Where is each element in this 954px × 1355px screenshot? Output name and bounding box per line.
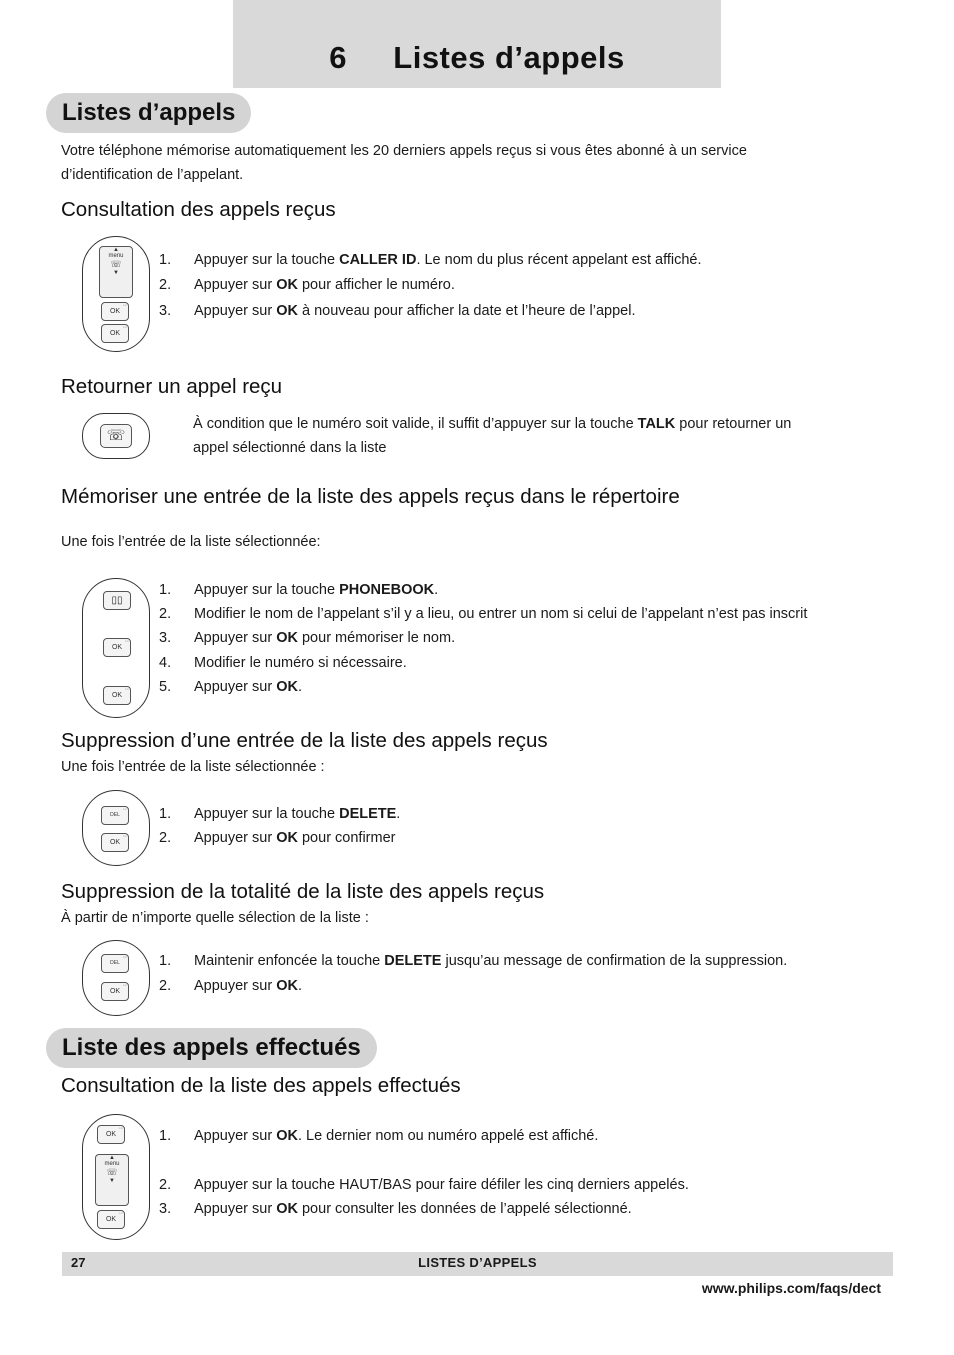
ok-key: OK ◦◦	[101, 982, 129, 1001]
step-item: 1. Appuyer sur la touche CALLER ID. Le nom du plus récent appelant est affiché.	[159, 252, 702, 268]
chapter-title-text: Listes d’appels	[393, 40, 625, 75]
up-arrow-icon: ▲	[113, 247, 119, 253]
ok-key: OK ◦◦	[97, 1210, 125, 1229]
ok-key: OK ◦◦	[101, 302, 129, 321]
delete-all-intro: À partir de n’importe quelle sélection de la liste :	[61, 910, 369, 926]
step-item: 5. Appuyer sur OK.	[159, 679, 302, 695]
handset-illustration	[82, 1114, 150, 1240]
subsection-title-memorize: Mémoriser une entrée de la liste des appels reçus dans le répertoire	[61, 485, 680, 508]
up-arrow-icon: ▲	[109, 1155, 115, 1161]
step-item: 1. Appuyer sur OK. Le dernier nom ou numéro appelé est affiché.	[159, 1128, 599, 1144]
memorize-intro: Une fois l’entrée de la liste sélectionnée:	[61, 534, 321, 550]
subsection-title-delete-all: Suppression de la totalité de la liste des appels reçus	[61, 880, 545, 903]
ok-key: OK ◦◦	[101, 833, 129, 852]
delete-key	[101, 954, 129, 973]
down-arrow-icon: ▼	[113, 270, 119, 276]
subsection-title-consult: Consultation des appels reçus	[61, 198, 336, 221]
ok-key: OK ◦◦	[103, 638, 131, 657]
step-item: 2. Appuyer sur OK pour confirmer	[159, 830, 396, 846]
step-item: 2. Appuyer sur la touche HAUT/BAS pour faire défiler les cinq derniers appelés.	[159, 1177, 689, 1193]
intro-paragraph	[61, 139, 747, 187]
talk-key-illustration	[82, 413, 150, 459]
step-item: 1. Appuyer sur la touche DELETE.	[159, 806, 401, 822]
step-item: 2. Modifier le nom de l’appelant s’il y a lieu, ou entrer un nom si celui de l’appelant n’est pas inscrit	[159, 606, 808, 622]
chapter-number: 6	[329, 40, 348, 75]
subsection-title-outgoing: Consultation de la liste des appels effectués	[61, 1074, 461, 1097]
ok-key: OK ◦◦	[97, 1125, 125, 1144]
nav-key	[95, 1154, 129, 1206]
footer-url[interactable]: www.philips.com/faqs/dect	[701, 1280, 881, 1296]
down-arrow-icon: ▼	[109, 1178, 115, 1184]
subsection-title-return: Retourner un appel reçu	[61, 375, 283, 398]
caller-id-icon: ☏	[110, 259, 122, 269]
step-item: 2. Appuyer sur OK.	[159, 978, 302, 994]
ok-key: OK ◦◦	[103, 686, 131, 705]
step-item: 4. Modifier le numéro si nécessaire.	[159, 655, 407, 671]
step-item: 3. Appuyer sur OK pour consulter les données de l’appelé sélectionné.	[159, 1201, 632, 1217]
intro-line: Votre téléphone mémorise automatiquement les 20 derniers appels reçus si vous êtes abonné à un service	[61, 143, 747, 159]
intro-line: d’identification de l’appelant.	[61, 167, 244, 183]
page-number: 27	[71, 1255, 86, 1270]
phonebook-icon: ▯▯	[103, 591, 131, 610]
step-item: 1. Maintenir enfoncée la touche DELETE jusqu’au message de confirmation de la suppression.	[159, 953, 788, 969]
menu-label: menu	[104, 1161, 120, 1167]
handset-illustration	[82, 940, 150, 1016]
delete-icon: DEL	[110, 960, 120, 966]
step-item: 3. Appuyer sur OK pour mémoriser le nom.	[159, 630, 456, 646]
menu-label: menu	[108, 253, 124, 259]
delete-icon: DEL	[110, 812, 120, 818]
handset-illustration	[82, 578, 150, 718]
ok-key: OK ◦◦	[101, 324, 129, 343]
delete-one-intro: Une fois l’entrée de la liste sélectionnée :	[61, 759, 325, 775]
nav-key	[99, 246, 133, 298]
subsection-title-delete-one: Suppression d’une entrée de la liste des appels reçus	[61, 729, 548, 752]
handset-illustration	[82, 236, 150, 352]
section-title-listes: Listes d’appels	[46, 93, 251, 133]
step-item: 3. Appuyer sur OK à nouveau pour afficher la date et l’heure de l’appel.	[159, 303, 636, 319]
chapter-title	[233, 40, 721, 76]
step-item: 1. Appuyer sur la touche PHONEBOOK.	[159, 582, 439, 598]
phone-handset-icon: ☏	[100, 424, 132, 448]
footer-title: LISTES D’APPELS	[418, 1255, 537, 1270]
handset-illustration	[82, 790, 150, 866]
delete-key	[101, 806, 129, 825]
section-title-effectues: Liste des appels effectués	[46, 1028, 377, 1068]
return-paragraph: À condition que le numéro soit valide, il suffit d’appuyer sur la touche TALK pour retourner un appel sélectionné dans la liste	[193, 416, 792, 456]
caller-id-icon: ☏	[106, 1167, 118, 1177]
step-item: 2. Appuyer sur OK pour afficher le numéro.	[159, 277, 455, 293]
